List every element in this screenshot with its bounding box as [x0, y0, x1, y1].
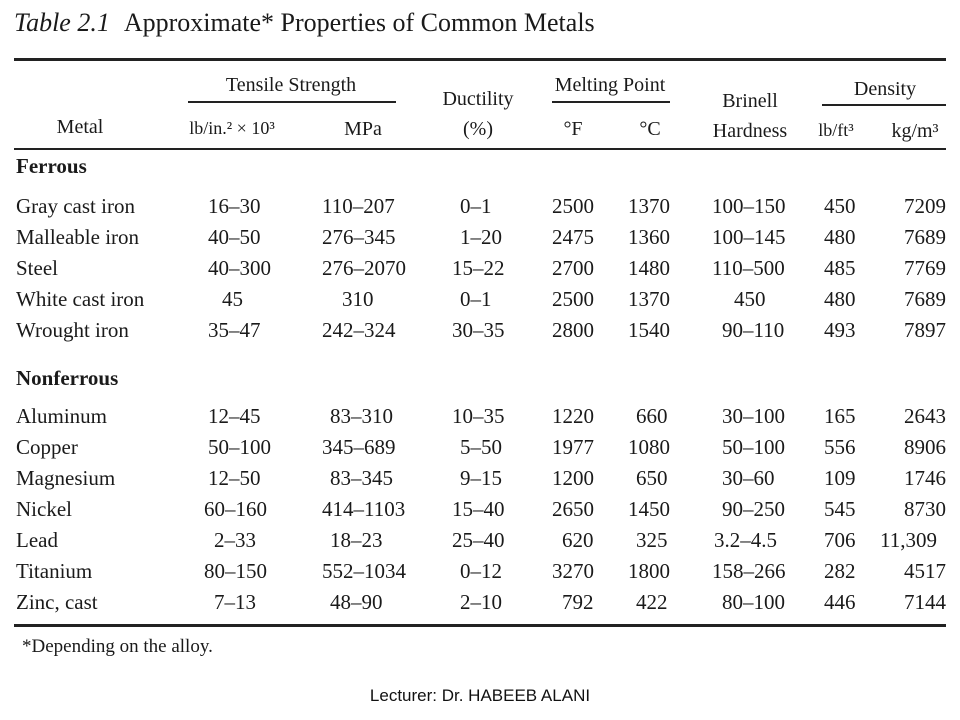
header-dens-kg: kg/m³: [891, 120, 939, 142]
cell-melt-f: 1200: [552, 466, 594, 490]
cell-dens-kg: 11,309: [880, 528, 937, 552]
header-density: Density: [853, 78, 917, 100]
cell-ductility: 15–22: [452, 256, 505, 280]
cell-dens-kg: 7144: [904, 590, 946, 614]
cell-melt-f: 1977: [552, 435, 594, 459]
cell-dens-lb: 165: [824, 404, 856, 428]
cell-brinell: 30–60: [722, 466, 775, 490]
header-melt-f: °F: [563, 118, 583, 140]
cell-dens-lb: 556: [824, 435, 856, 459]
cell-melt-f: 2800: [552, 318, 594, 342]
cell-melt-f: 3270: [552, 559, 594, 583]
cell-ductility: 5–50: [460, 435, 502, 459]
density-group-line: [822, 104, 946, 106]
cell-tensile-mpa: 276–2070: [322, 256, 406, 280]
cell-brinell: 3.2–4.5: [714, 528, 777, 552]
cell-melt-c: 1360: [628, 225, 670, 249]
cell-tensile-mpa: 414–1103: [322, 497, 406, 521]
tensile-group-line: [188, 101, 396, 103]
cell-ductility: 30–35: [452, 318, 505, 342]
cell-metal: Titanium: [16, 559, 93, 583]
cell-dens-kg: 1746: [904, 466, 946, 490]
table-title-text: Approximate* Properties of Common Metals: [123, 8, 595, 37]
cell-melt-c: 650: [636, 466, 668, 490]
cell-brinell: 158–266: [712, 559, 786, 583]
cell-dens-kg: 8906: [904, 435, 946, 459]
cell-metal: White cast iron: [16, 287, 145, 311]
cell-metal: Zinc, cast: [16, 590, 98, 614]
cell-tensile-mpa: 345–689: [322, 435, 396, 459]
cell-dens-lb: 480: [824, 287, 856, 311]
cell-dens-lb: 109: [824, 466, 856, 490]
header-ductility: Ductility: [442, 88, 514, 110]
cell-dens-lb: 282: [824, 559, 856, 583]
cell-tensile-mpa: 83–310: [330, 404, 393, 428]
cell-ductility: 10–35: [452, 404, 505, 428]
cell-metal: Copper: [16, 435, 78, 459]
cell-dens-kg: 4517: [904, 559, 946, 583]
cell-melt-f: 620: [562, 528, 594, 552]
cell-melt-c: 1370: [628, 287, 670, 311]
cell-tensile-mpa: 48–90: [330, 590, 383, 614]
cell-melt-f: 2475: [552, 225, 594, 249]
cell-brinell: 110–500: [712, 256, 785, 280]
cell-tensile-mpa: 552–1034: [322, 559, 406, 583]
cell-tensile-psi: 40–50: [208, 225, 261, 249]
cell-metal: Aluminum: [16, 404, 108, 428]
cell-ductility: 0–12: [460, 559, 502, 583]
cell-tensile-mpa: 242–324: [322, 318, 396, 342]
cell-tensile-psi: 35–47: [208, 318, 261, 342]
cell-melt-c: 660: [636, 404, 668, 428]
cell-dens-kg: 7689: [904, 225, 946, 249]
cell-tensile-mpa: 18–23: [330, 528, 383, 552]
cell-dens-kg: 8730: [904, 497, 946, 521]
cell-melt-f: 2500: [552, 287, 594, 311]
cell-dens-lb: 480: [824, 225, 856, 249]
section-label-ferrous: Ferrous: [16, 154, 87, 178]
header-metal: Metal: [56, 116, 104, 138]
cell-dens-lb: 450: [824, 194, 856, 218]
lecturer-credit: Lecturer: Dr. HABEEB ALANI: [369, 686, 591, 705]
cell-melt-c: 1480: [628, 256, 670, 280]
cell-melt-c: 1800: [628, 559, 670, 583]
header-hardness: Hardness: [712, 120, 788, 142]
cell-melt-c: 1540: [628, 318, 670, 342]
cell-melt-c: 325: [636, 528, 668, 552]
cell-metal: Malleable iron: [16, 225, 140, 249]
header-ductility-unit: (%): [463, 118, 493, 140]
cell-tensile-psi: 7–13: [214, 590, 256, 614]
table-footnote: *Depending on the alloy.: [22, 636, 213, 657]
cell-tensile-psi: 40–300: [208, 256, 271, 280]
cell-dens-kg: 7689: [904, 287, 946, 311]
cell-tensile-psi: 16–30: [208, 194, 261, 218]
cell-brinell: 90–110: [722, 318, 785, 342]
cell-brinell: 50–100: [722, 435, 785, 459]
cell-metal: Lead: [16, 528, 58, 552]
cell-brinell: 30–100: [722, 404, 785, 428]
cell-tensile-mpa: 110–207: [322, 194, 395, 218]
cell-ductility: 2–10: [460, 590, 502, 614]
header-tensile-mpa: MPa: [344, 118, 382, 140]
cell-metal: Gray cast iron: [16, 194, 135, 218]
header-tensile-strength: Tensile Strength: [225, 74, 357, 96]
cell-tensile-psi: 60–160: [204, 497, 267, 521]
cell-dens-kg: 7769: [904, 256, 946, 280]
cell-melt-f: 1220: [552, 404, 594, 428]
cell-ductility: 1–20: [460, 225, 502, 249]
cell-melt-f: 792: [562, 590, 594, 614]
header-melt-c: °C: [639, 118, 661, 140]
cell-metal: Wrought iron: [16, 318, 129, 342]
header-tensile-psi: lb/in.² × 10³: [189, 118, 275, 138]
cell-tensile-mpa: 276–345: [322, 225, 396, 249]
cell-tensile-psi: 45: [222, 287, 243, 311]
bottom-rule: [14, 624, 946, 627]
cell-ductility: 0–1: [460, 194, 492, 218]
cell-brinell: 90–250: [722, 497, 785, 521]
cell-ductility: 25–40: [452, 528, 505, 552]
cell-tensile-mpa: 310: [342, 287, 374, 311]
cell-brinell: 80–100: [722, 590, 785, 614]
cell-dens-lb: 485: [824, 256, 856, 280]
cell-dens-kg: 7897: [904, 318, 946, 342]
cell-dens-lb: 493: [824, 318, 856, 342]
cell-tensile-psi: 12–45: [208, 404, 261, 428]
cell-ductility: 0–1: [460, 287, 492, 311]
cell-metal: Nickel: [16, 497, 72, 521]
cell-melt-f: 2500: [552, 194, 594, 218]
cell-melt-c: 1080: [628, 435, 670, 459]
cell-melt-c: 422: [636, 590, 668, 614]
cell-melt-c: 1370: [628, 194, 670, 218]
cell-brinell: 450: [734, 287, 766, 311]
cell-dens-lb: 446: [824, 590, 856, 614]
header-brinell: Brinell: [722, 90, 778, 112]
cell-tensile-mpa: 83–345: [330, 466, 393, 490]
header-dens-lb: lb/ft³: [818, 120, 854, 140]
cell-dens-lb: 706: [824, 528, 856, 552]
cell-tensile-psi: 12–50: [208, 466, 261, 490]
header-rule: [14, 148, 946, 150]
cell-tensile-psi: 50–100: [208, 435, 271, 459]
melting-group-line: [552, 101, 670, 103]
cell-ductility: 9–15: [460, 466, 502, 490]
cell-metal: Magnesium: [16, 466, 116, 490]
cell-dens-kg: 2643: [904, 404, 946, 428]
table-title: [14, 8, 595, 38]
cell-melt-f: 2650: [552, 497, 594, 521]
cell-brinell: 100–145: [712, 225, 786, 249]
section-label-nonferrous: Nonferrous: [16, 366, 119, 390]
cell-ductility: 15–40: [452, 497, 505, 521]
cell-tensile-psi: 2–33: [214, 528, 256, 552]
header-melting-point: Melting Point: [554, 74, 666, 96]
cell-melt-c: 1450: [628, 497, 670, 521]
cell-metal: Steel: [16, 256, 58, 280]
top-rule: [14, 58, 946, 61]
cell-melt-f: 2700: [552, 256, 594, 280]
table-number: Table 2.1: [14, 8, 110, 37]
cell-dens-kg: 7209: [904, 194, 946, 218]
cell-brinell: 100–150: [712, 194, 786, 218]
cell-tensile-psi: 80–150: [204, 559, 267, 583]
cell-dens-lb: 545: [824, 497, 856, 521]
